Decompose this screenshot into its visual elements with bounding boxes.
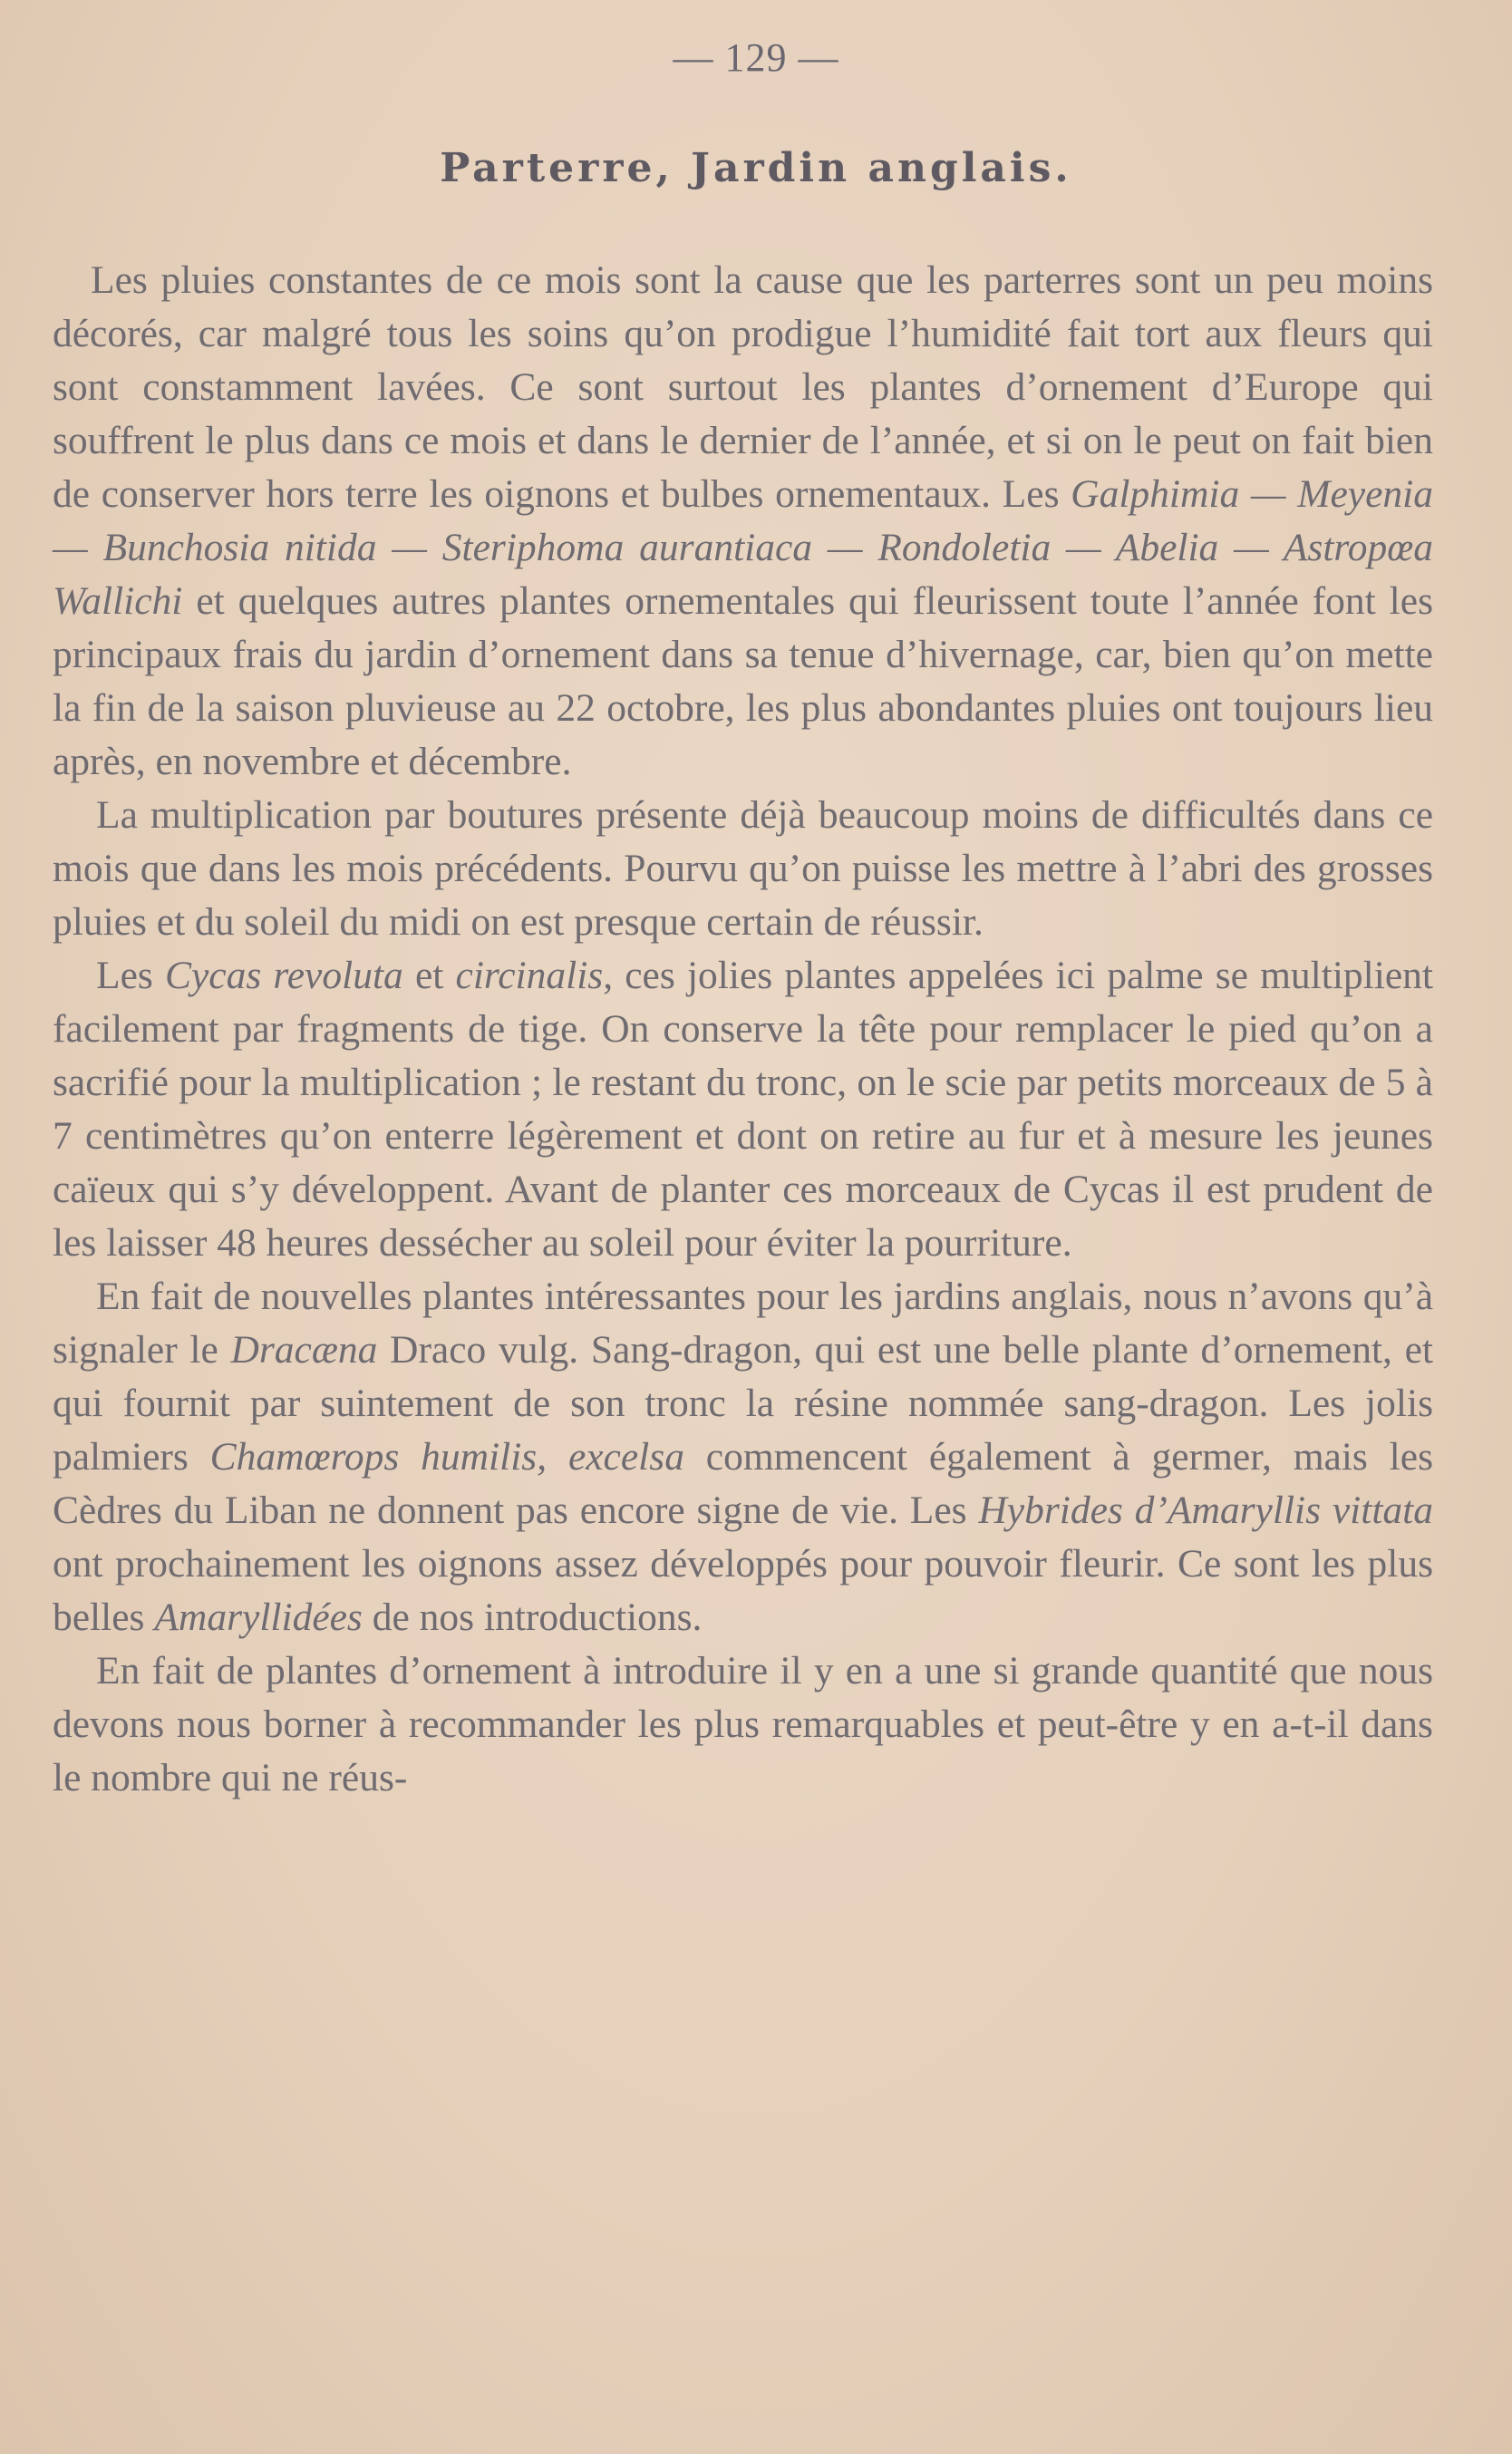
- text-run: de nos introductions.: [362, 1596, 703, 1639]
- text-run: Draco vulg. Sang-dragon, qui est une belle plante d’ornement, et qui fournit par suintement de son tronc la résine nommée sang-dragon. Les jolis palmiers: [53, 1328, 1433, 1479]
- text-run: et quelques autres plantes ornementales qui fleurissent toute l’année font les principaux frais du jardin d’ornement dans sa tenue d’hivernage, car, bien qu’on mette la fin de la saison pluvieuse au 22 octobre, les plus abondantes pluies ont toujours lieu après, en novembre et décembre.: [53, 579, 1433, 783]
- paragraph: [53, 949, 1433, 1270]
- paragraph: [53, 789, 1433, 949]
- italic-text-run: Amaryllidées: [154, 1596, 363, 1639]
- italic-text-run: circinalis: [455, 954, 604, 997]
- italic-text-run: Chamœrops humilis, excelsa: [209, 1435, 684, 1479]
- text-run: La multiplication par boutures présente déjà beaucoup moins de difficultés dans ce mois que dans les mois précédents. Pourvu qu’on puisse les mettre à l’abri des grosses pluies et du soleil du midi on est presque certain de réussir.: [53, 793, 1433, 944]
- text-run: , ces jolies plantes appelées ici palme se multiplient facilement par fragments de tige. On conserve la tête pour remplacer le pied qu’on a sacrifié pour la multiplication ; le restant du tronc, on le scie par petits morceaux de 5 à 7 centimètres qu’on enterre légèrement et dont on retire au fur et à mesure les jeunes caïeux qui s’y développent. Avant de planter ces morceaux de Cycas il est prudent de les laisser 48 heures dessécher au soleil pour éviter la pourriture.: [53, 954, 1433, 1265]
- italic-text-run: Galphimia — Meyenia — Bunchosia nitida — Steriphoma aurantiaca — Rondoletia — Abelia — Astropœa Wallichi: [53, 472, 1433, 623]
- text-run: et: [402, 954, 456, 997]
- italic-text-run: Dracæna: [230, 1328, 378, 1372]
- text-run: En fait de plantes d’ornement à introduire il y en a une si grande quantité que nous devons nous borner à recommander les plus remarquables et peut-être y en a-t-il dans le nombre qui ne réus-: [53, 1649, 1433, 1799]
- section-heading: Parterre, Jardin anglais.: [440, 145, 1072, 191]
- paragraph: [53, 1644, 1433, 1805]
- paragraph: [53, 254, 1433, 789]
- text-run: ont prochainement les oignons assez développés pour pouvoir fleurir. Ce sont les plus belles: [53, 1542, 1433, 1639]
- text-run: Les pluies constantes de ce mois sont la cause que les parterres sont un peu moins décorés, car malgré tous les soins qu’on prodigue l’humidité fait tort aux fleurs qui sont constamment lavées. Ce sont surtout les plantes d’ornement d’Europe qui souffrent le plus dans ce mois et dans le dernier de l’année, et si on le peut on fait bien de conserver hors terre les oignons et bulbes ornementaux. Les: [53, 258, 1433, 516]
- paragraph: [53, 1270, 1433, 1644]
- page-number: — 129 —: [673, 35, 839, 80]
- text-run: Les: [96, 954, 165, 997]
- italic-text-run: Cycas revoluta: [164, 954, 403, 997]
- body-text: [53, 254, 1433, 1805]
- italic-text-run: Hybrides d’Amaryllis vittata: [978, 1489, 1433, 1532]
- text-run: commencent également à germer, mais les Cèdres du Liban ne donnent pas encore signe de vie. Les: [53, 1435, 1433, 1532]
- text-run: En fait de nouvelles plantes intéressantes pour les jardins anglais, nous n’avons qu’à signaler le: [53, 1275, 1433, 1372]
